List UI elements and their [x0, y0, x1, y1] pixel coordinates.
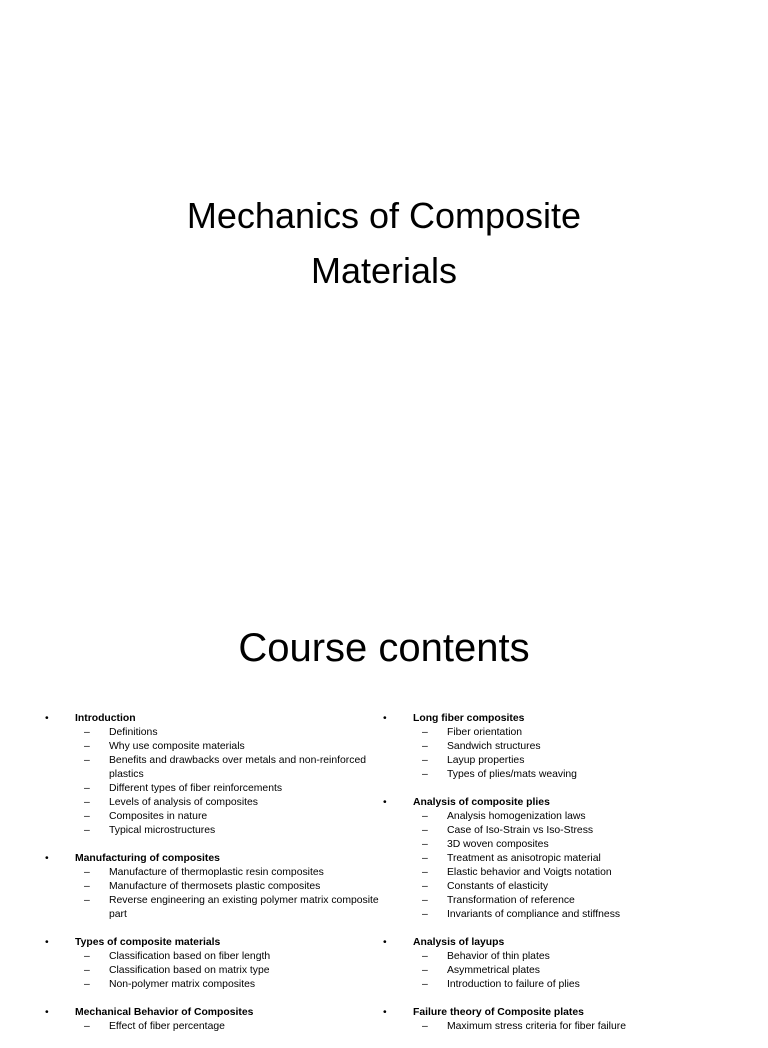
list-item	[383, 964, 683, 978]
sub-item-list	[383, 950, 683, 992]
dash-icon: –	[422, 839, 428, 850]
title-line-2: Materials	[310, 250, 458, 291]
dash-icon: –	[422, 881, 428, 892]
list-item	[45, 964, 380, 978]
sub-item-list	[45, 866, 380, 922]
dash-icon: –	[84, 951, 90, 962]
content-section	[383, 1006, 683, 1034]
list-item-text: Constants of elasticity	[447, 881, 549, 892]
content-section	[45, 1006, 380, 1034]
list-item	[45, 810, 380, 824]
list-item	[45, 866, 380, 880]
list-item	[383, 1020, 683, 1034]
list-item-text: Non-polymer matrix composites	[109, 979, 256, 990]
section-heading: Mechanical Behavior of Composites	[75, 1007, 254, 1018]
list-item	[383, 838, 683, 852]
list-item	[383, 726, 683, 740]
sub-item-list	[45, 1020, 380, 1034]
list-item	[45, 740, 380, 754]
bullet-icon: •	[45, 713, 49, 724]
section-heading: Failure theory of Composite plates	[413, 1007, 584, 1018]
list-item-text: Types of plies/mats weaving	[447, 769, 577, 780]
bullet-icon: •	[45, 853, 49, 864]
list-item	[383, 880, 683, 894]
right-column	[383, 712, 683, 1048]
list-item	[45, 880, 380, 894]
list-item-text: Manufacture of thermoplastic resin composites	[109, 867, 324, 878]
list-item-text: Maximum stress criteria for fiber failure	[447, 1021, 626, 1032]
bullet-icon: •	[45, 1007, 49, 1018]
list-item	[45, 894, 380, 922]
list-item-text: Effect of fiber percentage	[109, 1021, 225, 1032]
list-item-text: Case of Iso-Strain vs Iso-Stress	[447, 825, 594, 836]
sub-item-list	[383, 810, 683, 922]
title-line-1: Mechanics of Composite	[186, 195, 582, 236]
list-item-text: Analysis homogenization laws	[447, 811, 586, 822]
list-item-text: Treatment as anisotropic material	[447, 853, 601, 864]
list-item-text: 3D woven composites	[447, 839, 549, 850]
dash-icon: –	[422, 895, 428, 906]
dash-icon: –	[422, 741, 428, 752]
sub-item-list	[45, 950, 380, 992]
dash-icon: –	[84, 797, 90, 808]
dash-icon: –	[84, 741, 90, 752]
list-item	[45, 978, 380, 992]
bullet-icon: •	[45, 937, 49, 948]
sub-item-list	[383, 726, 683, 782]
list-item-text: Elastic behavior and Voigts notation	[447, 867, 612, 878]
bullet-icon: •	[383, 713, 387, 724]
list-item	[45, 950, 380, 964]
content-section	[383, 796, 683, 922]
list-item-text: Transformation of reference	[447, 895, 575, 906]
list-item-text: Different types of fiber reinforcements	[109, 783, 283, 794]
list-item-text: Composites in nature	[109, 811, 208, 822]
dash-icon: –	[422, 769, 428, 780]
content-section	[45, 712, 380, 838]
sub-item-list	[383, 1020, 683, 1034]
dash-icon: –	[422, 1021, 428, 1032]
dash-icon: –	[84, 1021, 90, 1032]
course-contents-title: Course contents	[238, 626, 530, 670]
dash-icon: –	[84, 867, 90, 878]
list-item-text: Layup properties	[447, 755, 525, 766]
content-section	[45, 852, 380, 922]
dash-icon: –	[422, 727, 428, 738]
dash-icon: –	[84, 881, 90, 892]
list-item-text: Behavior of thin plates	[447, 951, 550, 962]
list-item	[383, 894, 683, 908]
section-heading: Analysis of layups	[413, 937, 505, 948]
dash-icon: –	[84, 965, 90, 976]
bullet-icon: •	[383, 797, 387, 808]
content-section	[383, 936, 683, 992]
list-item	[45, 754, 380, 782]
section-heading: Types of composite materials	[75, 937, 221, 948]
list-item-text: Classification based on fiber length	[109, 951, 271, 962]
list-item-text: Invariants of compliance and stiffness	[447, 909, 621, 920]
list-item-text: Fiber orientation	[447, 727, 523, 738]
list-item	[383, 754, 683, 768]
dash-icon: –	[422, 825, 428, 836]
list-item	[45, 1020, 380, 1034]
list-item	[383, 824, 683, 838]
list-item	[383, 978, 683, 992]
dash-icon: –	[422, 951, 428, 962]
section-heading: Long fiber composites	[413, 713, 525, 724]
dash-icon: –	[422, 965, 428, 976]
dash-icon: –	[84, 825, 90, 836]
list-item-text: Definitions	[109, 727, 158, 738]
dash-icon: –	[84, 895, 90, 906]
list-item-text: Sandwich structures	[447, 741, 541, 752]
list-item	[383, 866, 683, 880]
list-item-text: Benefits and drawbacks over metals and non-reinforced plastics	[109, 755, 367, 780]
dash-icon: –	[84, 811, 90, 822]
dash-icon: –	[422, 909, 428, 920]
list-item-text: Reverse engineering an existing polymer matrix composite part	[109, 895, 379, 920]
dash-icon: –	[84, 755, 90, 766]
dash-icon: –	[84, 783, 90, 794]
slide-title	[0, 188, 768, 298]
list-item	[45, 796, 380, 810]
dash-icon: –	[84, 727, 90, 738]
bullet-icon: •	[383, 1007, 387, 1018]
bullet-icon: •	[383, 937, 387, 948]
dash-icon: –	[422, 979, 428, 990]
list-item-text: Introduction to failure of plies	[447, 979, 580, 990]
list-item	[383, 768, 683, 782]
list-item	[45, 782, 380, 796]
dash-icon: –	[422, 853, 428, 864]
sub-item-list	[45, 726, 380, 838]
list-item-text: Classification based on matrix type	[109, 965, 270, 976]
list-item	[383, 810, 683, 824]
list-item-text: Manufacture of thermosets plastic composites	[109, 881, 321, 892]
list-item-text: Why use composite materials	[109, 741, 245, 752]
left-column	[45, 712, 380, 1048]
section-heading: Introduction	[75, 713, 136, 724]
list-item	[45, 726, 380, 740]
list-item	[45, 824, 380, 838]
dash-icon: –	[422, 755, 428, 766]
list-item	[383, 852, 683, 866]
list-item	[383, 740, 683, 754]
section-heading: Manufacturing of composites	[75, 853, 220, 864]
content-section	[383, 712, 683, 782]
content-section	[45, 936, 380, 992]
dash-icon: –	[84, 979, 90, 990]
list-item	[383, 950, 683, 964]
list-item-text: Levels of analysis of composites	[109, 797, 259, 808]
section-heading: Analysis of composite plies	[413, 797, 550, 808]
list-item	[383, 908, 683, 922]
list-item-text: Typical microstructures	[109, 825, 216, 836]
list-item-text: Asymmetrical plates	[447, 965, 540, 976]
dash-icon: –	[422, 867, 428, 878]
dash-icon: –	[422, 811, 428, 822]
